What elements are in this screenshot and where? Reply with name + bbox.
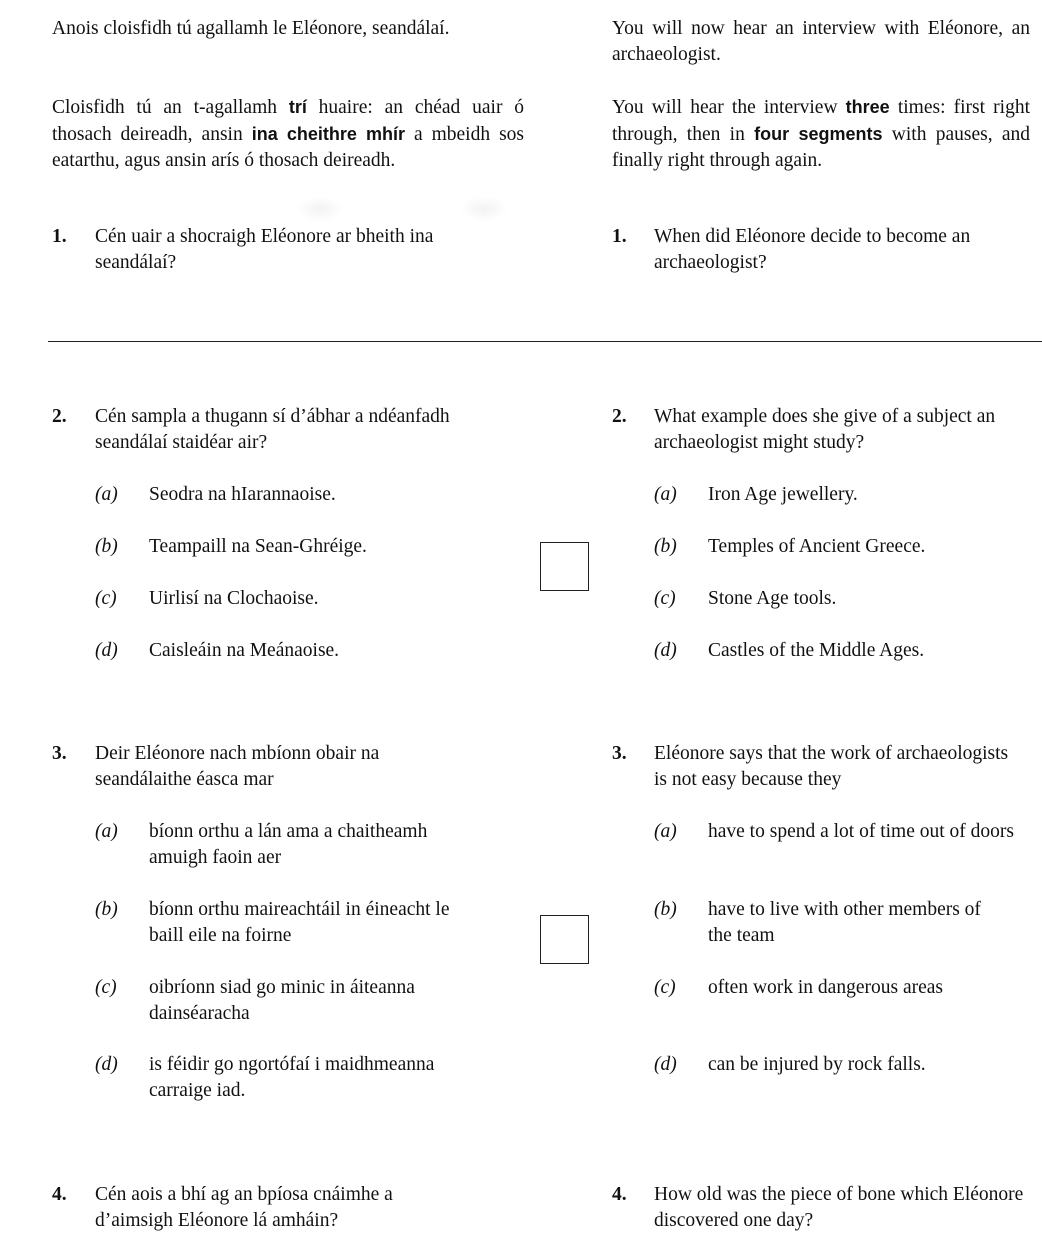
- q3-option-c-english: often work in dangerous areas: [708, 977, 943, 998]
- option-letter: (a): [95, 821, 118, 842]
- q2-option-b-irish: Teampaill na Sean-Ghréige.: [149, 536, 367, 557]
- intro-english-instructions: [612, 94, 1030, 174]
- instr-text: huaire: an chéad uair ó thosach deireadh, ansin: [52, 97, 525, 145]
- scan-mark: [460, 196, 508, 222]
- question-4-english: How old was the piece of bone which Eléonore discovered one day?: [654, 1184, 1024, 1231]
- option-letter: (b): [654, 899, 677, 920]
- option-letter: (b): [95, 536, 118, 557]
- q2-option-c-irish: Uirlisí na Clochaoise.: [149, 588, 319, 609]
- q2-option-c-english: Stone Age tools.: [708, 588, 837, 609]
- instr-bold-segments: ina cheithre mhír: [251, 124, 405, 144]
- option-letter: (d): [95, 640, 118, 661]
- question-number: 3.: [612, 743, 627, 764]
- question-number: 2.: [52, 406, 67, 427]
- q2-option-a-irish: Seodra na hIarannaoise.: [149, 484, 336, 505]
- question-1-irish: Cén uair a shocraigh Eléonore ar bheith ina seandálaí?: [95, 226, 434, 273]
- q3-option-d-irish: is féidir go ngortófaí i maidhmeanna carraige iad.: [149, 1054, 435, 1101]
- answer-box[interactable]: [540, 542, 589, 591]
- option-letter: (d): [95, 1054, 118, 1075]
- instr-bold-three: three: [845, 97, 890, 117]
- intro-irish-line: Anois cloisfidh tú agallamh le Eléonore, seandálaí.: [52, 18, 450, 39]
- answer-box[interactable]: [540, 915, 589, 964]
- option-letter: (c): [95, 588, 117, 609]
- question-number: 2.: [612, 406, 627, 427]
- q3-option-c-irish: oibríonn siad go minic in áiteanna dainséaracha: [149, 977, 415, 1024]
- option-letter: (b): [95, 899, 118, 920]
- option-letter: (a): [95, 484, 118, 505]
- option-letter: (b): [654, 536, 677, 557]
- q3-option-b-irish: bíonn orthu maireachtáil in éineacht le baill eile na foirne: [149, 899, 450, 946]
- option-letter: (a): [654, 821, 677, 842]
- q3-option-a-english: have to spend a lot of time out of doors: [708, 821, 1014, 842]
- option-letter: (c): [654, 588, 676, 609]
- q2-option-a-english: Iron Age jewellery.: [708, 484, 858, 505]
- question-number: 1.: [52, 226, 67, 247]
- question-4-irish: Cén aois a bhí ag an bpíosa cnáimhe a d’aimsigh Eléonore lá amháin?: [95, 1184, 393, 1231]
- q2-option-d-irish: Caisleáin na Meánaoise.: [149, 640, 340, 661]
- scan-mark: [296, 196, 344, 222]
- option-letter: (c): [654, 977, 676, 998]
- question-3-irish: Deir Eléonore nach mbíonn obair na seandálaithe éasca mar: [95, 743, 380, 790]
- instr-text: Cloisfidh tú an t-agallamh: [52, 97, 289, 118]
- option-letter: (a): [654, 484, 677, 505]
- instr-text: a mbeidh sos eatarthu, agus ansin arís ó thosach deireadh.: [52, 124, 525, 171]
- option-letter: (d): [654, 1054, 677, 1075]
- instr-bold-four-segments: four segments: [754, 124, 883, 144]
- instr-text: You will hear the interview: [612, 97, 846, 118]
- q3-option-b-english: have to live with other members of the team: [708, 899, 981, 946]
- question-number: 4.: [612, 1184, 627, 1205]
- q3-option-d-english: can be injured by rock falls.: [708, 1054, 926, 1075]
- answer-line[interactable]: [48, 341, 1042, 342]
- instr-text: times: first right through, then in: [612, 97, 1031, 145]
- q2-option-d-english: Castles of the Middle Ages.: [708, 640, 925, 661]
- intro-english-line: You will now hear an interview with Eléonore, an archaeologist.: [612, 18, 1030, 65]
- question-1-english: When did Eléonore decide to become an archaeologist?: [654, 226, 971, 273]
- question-2-irish: Cén sampla a thugann sí d’ábhar a ndéanfadh seandálaí staidéar air?: [95, 406, 450, 453]
- intro-irish-instructions: [52, 94, 524, 174]
- question-number: 3.: [52, 743, 67, 764]
- question-number: 4.: [52, 1184, 67, 1205]
- question-3-english: Eléonore says that the work of archaeologists is not easy because they: [654, 743, 1009, 790]
- option-letter: (d): [654, 640, 677, 661]
- question-number: 1.: [612, 226, 627, 247]
- q2-option-b-english: Temples of Ancient Greece.: [708, 536, 926, 557]
- option-letter: (c): [95, 977, 117, 998]
- q3-option-a-irish: bíonn orthu a lán ama a chaitheamh amuigh faoin aer: [149, 821, 428, 868]
- instr-bold-tri: trí: [288, 97, 307, 117]
- question-2-english: What example does she give of a subject an archaeologist might study?: [654, 406, 996, 453]
- instr-text: with pauses, and finally right through again.: [612, 124, 1031, 171]
